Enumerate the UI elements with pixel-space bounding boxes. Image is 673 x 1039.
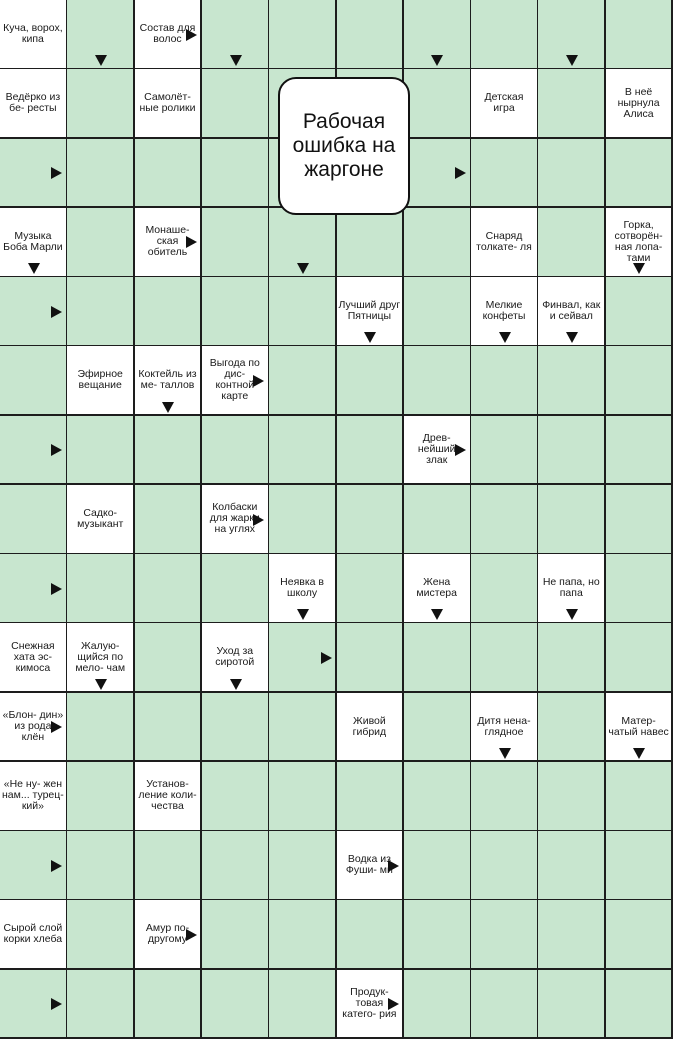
puzzle-title (278, 77, 410, 215)
clue-cell (67, 346, 135, 416)
answer-cell[interactable] (67, 970, 135, 1039)
answer-cell[interactable] (404, 693, 472, 763)
answer-cell[interactable] (606, 277, 673, 347)
arrow-right-icon (51, 998, 62, 1010)
clue-text: Сырой слой корки хлеба (3, 922, 63, 946)
answer-cell[interactable] (202, 277, 270, 347)
answer-cell[interactable] (67, 831, 135, 901)
answer-cell[interactable] (471, 416, 539, 486)
answer-cell[interactable] (471, 762, 539, 832)
answer-cell[interactable] (538, 900, 606, 970)
answer-cell[interactable] (606, 970, 673, 1039)
answer-cell[interactable] (538, 762, 606, 832)
answer-cell[interactable] (67, 277, 135, 347)
answer-cell[interactable] (404, 623, 472, 693)
clue-text: Водка из Фуши- ми (345, 853, 393, 877)
answer-cell[interactable] (135, 831, 203, 901)
clue-text: Финвал, как и сейвал (542, 298, 601, 322)
arrow-down-icon (633, 263, 645, 274)
answer-cell[interactable] (202, 900, 270, 970)
clue-cell (606, 69, 673, 139)
clue-text: Амур по- другому (145, 922, 190, 946)
arrow-down-icon (364, 332, 376, 343)
answer-cell[interactable] (471, 900, 539, 970)
arrow-right-icon (388, 860, 399, 872)
arrow-right-icon (51, 444, 62, 456)
answer-cell[interactable] (269, 831, 337, 901)
clue-text: Коктейль из ме- таллов (138, 368, 197, 392)
arrow-right-icon (51, 167, 62, 179)
answer-cell[interactable] (606, 554, 673, 624)
arrow-down-icon (566, 609, 578, 620)
clue-text: Самолёт- ные ролики (139, 91, 196, 115)
answer-cell[interactable] (606, 831, 673, 901)
answer-cell[interactable] (471, 139, 539, 209)
arrow-down-icon (95, 679, 107, 690)
answer-cell[interactable] (606, 416, 673, 486)
clue-cell (0, 0, 68, 70)
answer-cell[interactable] (67, 554, 135, 624)
answer-cell[interactable] (337, 554, 405, 624)
answer-cell[interactable] (404, 970, 472, 1039)
answer-cell[interactable] (67, 900, 135, 970)
answer-cell[interactable] (202, 762, 270, 832)
answer-cell[interactable] (538, 139, 606, 209)
answer-cell[interactable] (606, 623, 673, 693)
answer-cell[interactable] (0, 485, 68, 555)
arrow-down-icon (230, 679, 242, 690)
answer-cell[interactable] (471, 554, 539, 624)
answer-cell[interactable] (337, 346, 405, 416)
arrow-right-icon (455, 444, 466, 456)
answer-cell[interactable] (67, 416, 135, 486)
clue-text: Снежная хата эс- кимоса (11, 639, 55, 674)
answer-cell[interactable] (135, 554, 203, 624)
answer-cell[interactable] (606, 485, 673, 555)
clue-text: «Не ну- жен нам... турец- кий» (2, 778, 64, 813)
clue-cell (0, 69, 68, 139)
clue-cell (67, 485, 135, 555)
arrow-down-icon (633, 748, 645, 759)
answer-cell[interactable] (269, 416, 337, 486)
answer-cell[interactable] (337, 762, 405, 832)
answer-cell[interactable] (471, 346, 539, 416)
clue-text: Матер- чатый навес (608, 714, 669, 738)
clue-text: Не папа, но папа (542, 576, 600, 599)
arrow-right-icon (51, 721, 62, 733)
answer-cell[interactable] (404, 485, 472, 555)
answer-cell[interactable] (337, 900, 405, 970)
answer-cell[interactable] (337, 623, 405, 693)
arrow-down-icon (431, 609, 443, 620)
clue-text: В неё нырнула Алиса (617, 85, 660, 120)
answer-cell[interactable] (202, 831, 270, 901)
answer-cell[interactable] (269, 277, 337, 347)
answer-cell[interactable] (471, 970, 539, 1039)
answer-cell[interactable] (471, 623, 539, 693)
answer-cell[interactable] (538, 69, 606, 139)
answer-cell[interactable] (538, 831, 606, 901)
answer-cell[interactable] (135, 693, 203, 763)
clue-text: Древ- нейший злак (417, 431, 456, 466)
clue-cell (0, 900, 68, 970)
clue-text: Куча, ворох, кипа (3, 21, 63, 45)
clue-text: Лучший друг Пятницы (338, 298, 401, 322)
clue-cell (471, 69, 539, 139)
answer-cell[interactable] (404, 900, 472, 970)
clue-text: Мелкие конфеты (482, 298, 526, 322)
answer-cell[interactable] (67, 693, 135, 763)
clue-text: Выгода по дис- контной карте (209, 357, 260, 403)
answer-cell[interactable] (538, 693, 606, 763)
clue-text: Дитя нена- глядное (477, 714, 531, 738)
answer-cell[interactable] (538, 346, 606, 416)
answer-cell[interactable] (404, 762, 472, 832)
puzzle-title-text: Рабочая ошибка на жаргоне (292, 110, 396, 181)
arrow-right-icon (321, 652, 332, 664)
arrow-down-icon (95, 55, 107, 66)
answer-cell[interactable] (538, 416, 606, 486)
answer-cell[interactable] (337, 0, 405, 70)
clue-text: Уход за сиротой (215, 645, 255, 669)
answer-cell[interactable] (269, 693, 337, 763)
arrow-down-icon (566, 332, 578, 343)
answer-cell[interactable] (135, 139, 203, 209)
arrow-right-icon (51, 306, 62, 318)
answer-cell[interactable] (67, 69, 135, 139)
clue-text: Монаше- ская обитель (145, 224, 190, 259)
answer-cell[interactable] (404, 831, 472, 901)
answer-cell[interactable] (202, 416, 270, 486)
answer-cell[interactable] (404, 69, 472, 139)
answer-cell[interactable] (269, 485, 337, 555)
answer-cell[interactable] (606, 139, 673, 209)
arrow-right-icon (186, 929, 197, 941)
arrow-right-icon (455, 167, 466, 179)
arrow-right-icon (51, 583, 62, 595)
clue-text: Садко- музыкант (77, 506, 124, 530)
answer-cell[interactable] (606, 346, 673, 416)
answer-cell[interactable] (135, 416, 203, 486)
arrow-down-icon (566, 55, 578, 66)
answer-cell[interactable] (67, 762, 135, 832)
answer-cell[interactable] (269, 762, 337, 832)
clue-text: Горка, сотворён- ная лопа- тами (614, 218, 663, 264)
answer-cell[interactable] (404, 277, 472, 347)
answer-cell[interactable] (606, 0, 673, 70)
answer-cell[interactable] (202, 970, 270, 1039)
answer-cell[interactable] (337, 485, 405, 555)
answer-cell[interactable] (202, 208, 270, 278)
answer-cell[interactable] (0, 346, 68, 416)
arrow-right-icon (253, 514, 264, 526)
arrow-right-icon (388, 998, 399, 1010)
arrow-down-icon (431, 55, 443, 66)
arrow-down-icon (162, 402, 174, 413)
answer-cell[interactable] (538, 485, 606, 555)
answer-cell[interactable] (404, 208, 472, 278)
clue-text: «Блон- дин» из рода клён (2, 709, 64, 744)
answer-cell[interactable] (269, 900, 337, 970)
answer-cell[interactable] (202, 69, 270, 139)
arrow-down-icon (297, 609, 309, 620)
answer-cell[interactable] (269, 346, 337, 416)
answer-cell[interactable] (606, 900, 673, 970)
arrow-right-icon (253, 375, 264, 387)
answer-cell[interactable] (538, 970, 606, 1039)
answer-cell[interactable] (67, 208, 135, 278)
clue-text: Неявка в школу (280, 576, 325, 599)
answer-cell[interactable] (135, 485, 203, 555)
clue-text: Жена мистера (416, 576, 457, 599)
answer-cell[interactable] (202, 693, 270, 763)
clue-text: Колбаски для жарки на углях (209, 501, 260, 536)
answer-cell[interactable] (269, 970, 337, 1039)
answer-cell[interactable] (269, 0, 337, 70)
clue-text: Детская игра (484, 91, 524, 115)
arrow-down-icon (28, 263, 40, 274)
clue-text: Эфирное вещание (77, 368, 123, 392)
answer-cell[interactable] (404, 346, 472, 416)
arrow-down-icon (499, 748, 511, 759)
answer-cell[interactable] (337, 416, 405, 486)
answer-cell[interactable] (202, 139, 270, 209)
clue-cell (0, 762, 68, 832)
answer-cell[interactable] (135, 277, 203, 347)
clue-cell (0, 623, 68, 693)
answer-cell[interactable] (337, 208, 405, 278)
clue-text: Снаряд толкате- ля (476, 229, 532, 253)
answer-cell[interactable] (135, 623, 203, 693)
clue-text: Жалую- щийся по мело- чам (75, 639, 126, 674)
clue-text: Живой гибрид (352, 714, 387, 738)
arrow-right-icon (186, 236, 197, 248)
answer-cell[interactable] (538, 208, 606, 278)
clue-text: Музыка Боба Марли (3, 229, 63, 253)
arrow-down-icon (297, 263, 309, 274)
answer-cell[interactable] (471, 831, 539, 901)
answer-cell[interactable] (538, 623, 606, 693)
clue-cell (471, 208, 539, 278)
clue-text: Состав для волос (139, 21, 196, 45)
clue-cell (135, 69, 203, 139)
answer-cell[interactable] (471, 0, 539, 70)
arrow-down-icon (499, 332, 511, 343)
clue-text: Установ- ление коли- чества (138, 778, 197, 813)
answer-cell[interactable] (67, 139, 135, 209)
clue-cell (135, 762, 203, 832)
answer-cell[interactable] (135, 970, 203, 1039)
clue-text: Ведёрко из бе- ресты (5, 91, 61, 115)
answer-cell[interactable] (471, 485, 539, 555)
answer-cell[interactable] (202, 554, 270, 624)
clue-cell (337, 693, 405, 763)
arrow-down-icon (230, 55, 242, 66)
arrow-right-icon (51, 860, 62, 872)
clue-text: Продук- товая катего- рия (342, 986, 397, 1021)
answer-cell[interactable] (606, 762, 673, 832)
arrow-right-icon (186, 29, 197, 41)
